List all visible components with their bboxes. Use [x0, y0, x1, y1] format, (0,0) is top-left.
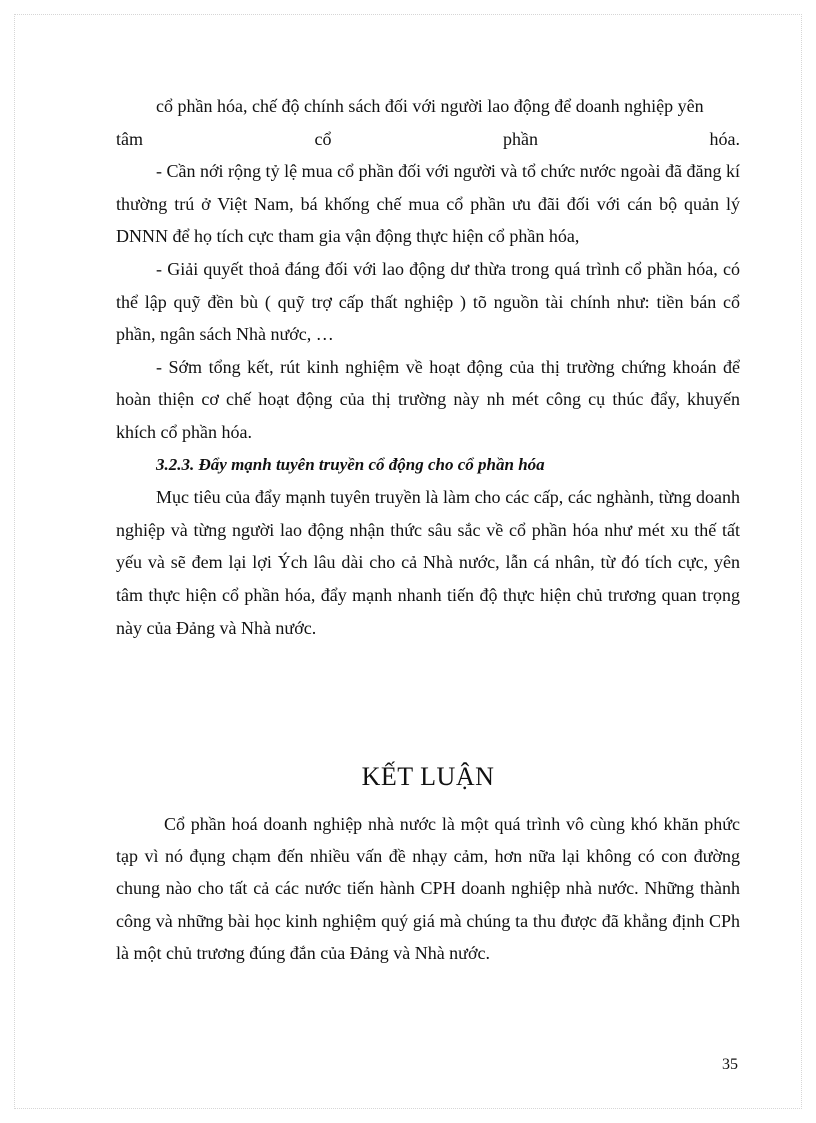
section-paragraph: Mục tiêu của đẩy mạnh tuyên truyền là làm cho các cấp, các nghành, từng doanh nghiệp và từng người lao động nhận thức sâu sắc về cổ phần hóa như mét xu thế tất yếu và sẽ đem lại lợi Ých lâu dài cho cả Nhà nước, lẫn cá nhân, từ đó tích cực, yên tâm thực hiện cổ phần hóa, đẩy mạnh nhanh tiến độ thực hiện chủ trương quan trọng này của Đảng và Nhà nước.: [116, 487, 740, 638]
body-text: [116, 90, 740, 644]
section-heading: 3.2.3. Đẩy mạnh tuyên truyền cổ động cho cổ phần hóa: [156, 454, 545, 474]
chapter-title: KẾT LUẬN: [361, 762, 495, 791]
bullet-paragraph: - Sớm tổng kết, rút kinh nghiệm về hoạt động của thị trường chứng khoán để hoàn thiện cơ chế hoạt động của thị trường này nh mét công cụ thúc đẩy, khuyến khích cổ phần hóa.: [116, 356, 740, 442]
conclusion-text: [116, 808, 740, 969]
bullet-paragraph: - Giải quyết thoả đáng đối với lao động dư thừa trong quá trình cổ phần hóa, có thể lập quỹ đền bù ( quỹ trợ cấp thất nghiệp ) tõ nguồn tài chính như: tiền bán cổ phần, ngân sách Nhà nước, …: [116, 258, 740, 345]
page-number: 35: [722, 1056, 738, 1073]
paragraph-line: cổ phần hóa, chế độ chính sách đối với người lao động để doanh nghiệp yên: [156, 96, 704, 116]
bullet-paragraph: - Cần nới rộng tỷ lệ mua cổ phần đối với người và tổ chức nước ngoài đã đăng kí thường trú ở Việt Nam, bá khống chế mua cổ phần ưu đãi đối với cán bộ quản lý DNNN để họ tích cực tham gia vận động thực hiện cổ phần hóa,: [116, 161, 740, 247]
paragraph-continued-end: tâm cổ phần hóa.: [116, 128, 740, 149]
conclusion-paragraph: Cổ phần hoá doanh nghiệp nhà nước là một quá trình vô cùng khó khăn phức tạp vì nó đụng chạm đến nhiều vấn đề nhạy cảm, hơn nữa lại không có con đường chung nào cho tất cả các nước tiến hành CPH doanh nghiệp nhà nước. Những thành công và những bài học kinh nghiệm quý giá mà chúng ta thu được đã khẳng định CPh là một chủ trương đúng đắn của Đảng và Nhà nước.: [116, 814, 740, 963]
paragraph-continued: [116, 90, 740, 123]
